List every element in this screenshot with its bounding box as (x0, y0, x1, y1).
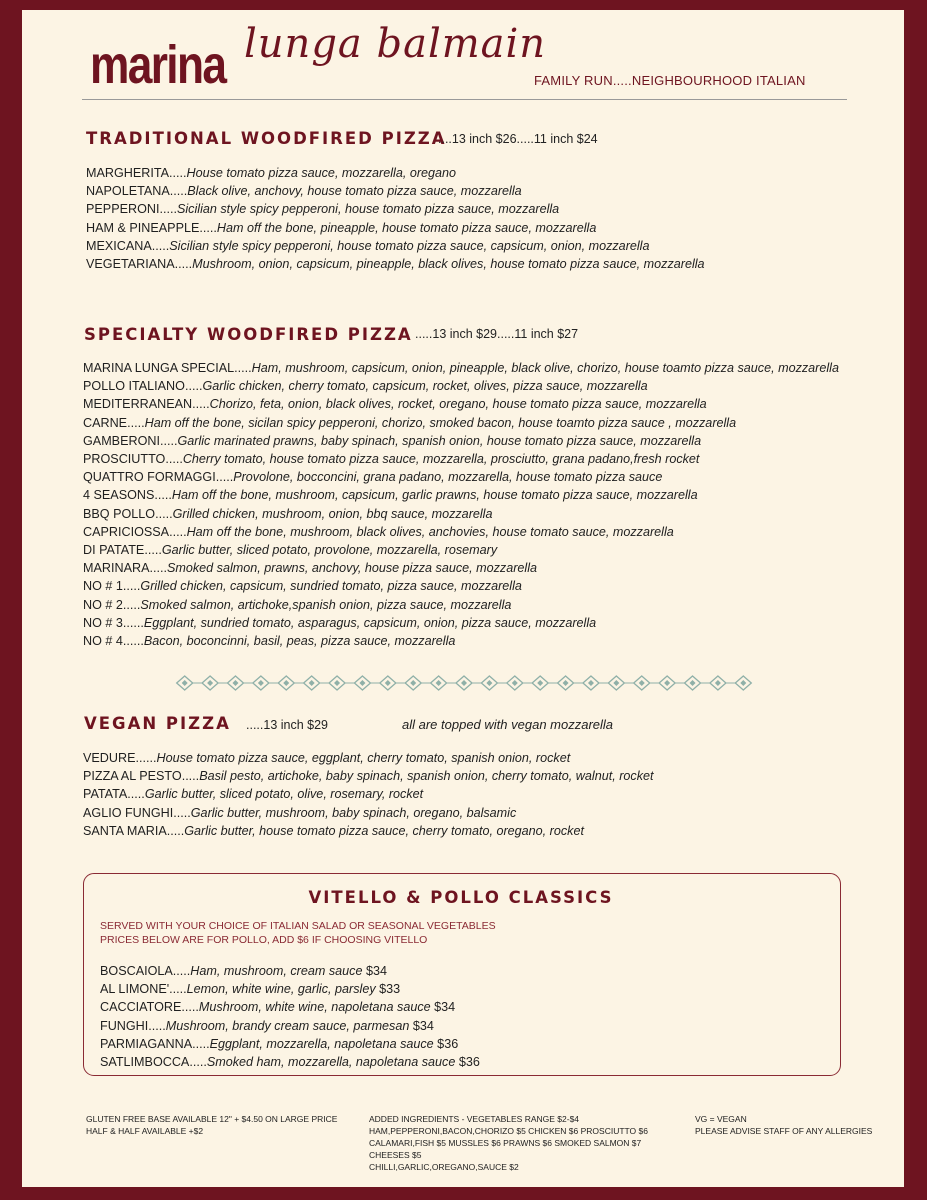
menu-item (86, 164, 705, 182)
menu-item-description: Provolone, bocconcini, grana padano, mozzarella, house tomato pizza sauce (233, 470, 663, 485)
tagline: FAMILY RUN.....NEIGHBOURHOOD ITALIAN (534, 73, 806, 88)
menu-item (100, 962, 480, 980)
diamond-ornament-divider-icon (172, 674, 756, 692)
header-divider (82, 99, 847, 100)
diamond-ornament-icon (456, 676, 481, 690)
brand-name-script: lunga balmain (244, 21, 547, 67)
menu-item-name: NO # 2..... (83, 597, 141, 612)
classics-list (100, 962, 480, 1071)
diamond-ornament-icon (278, 676, 303, 690)
menu-page (22, 10, 904, 1187)
menu-item-description: Mushroom, onion, capsicum, pineapple, black olives, house tomato pizza sauce, mozzarella (192, 257, 705, 272)
menu-item-price: $34 (409, 1018, 434, 1033)
menu-item-name: MARGHERITA..... (86, 166, 187, 180)
menu-item-description: Ham off the bone, mushroom, black olives, anchovies, house tomato sauce, mozzarella (186, 524, 674, 539)
menu-item (100, 1035, 480, 1053)
menu-item (83, 450, 839, 468)
menu-item-description: Sicilian style spicy pepperoni, house tomato pizza sauce, mozzarella (176, 202, 560, 217)
diamond-ornament-icon (431, 676, 456, 690)
menu-item-price: $36 (455, 1055, 480, 1070)
vegan-note: all are topped with vegan mozzarella (402, 717, 614, 732)
diamond-ornament-icon (735, 676, 751, 690)
menu-item-name: VEDURE...... (83, 751, 157, 765)
menu-item-description: Chorizo, feta, onion, black olives, rocket, oregano, house tomato pizza sauce, mozzarella (209, 397, 707, 412)
menu-item-price: $34 (430, 1000, 456, 1015)
menu-item-name: DI PATATE..... (83, 543, 162, 558)
menu-item (83, 559, 839, 577)
diamond-ornament-icon (253, 676, 278, 690)
menu-item-name: SANTA MARIA..... (83, 823, 185, 838)
menu-item (83, 596, 839, 614)
menu-item-description: Ham off the bone, sicilan spicy pepperoni, chorizo, smoked bacon, house toamto pizza sauce , mozzarella (144, 415, 737, 430)
diamond-ornament-icon (583, 676, 608, 690)
menu-item-name: NO # 1..... (83, 579, 141, 594)
menu-item-description: Ham, mushroom, capsicum, onion, pineapple, black olive, chorizo, house toamto pizza sauce, mozzarella (251, 361, 839, 375)
menu-item-name: NO # 3...... (83, 615, 144, 630)
footer-line: CALAMARI,FISH $5 MUSSLES $6 PRAWNS $6 SMOKED SALMON $7 (369, 1138, 642, 1148)
menu-item (83, 414, 839, 432)
menu-item-name: VEGETARIANA..... (86, 257, 193, 272)
diamond-ornament-icon (304, 676, 329, 690)
diamond-ornament-icon (405, 676, 430, 690)
menu-item (83, 632, 839, 650)
menu-item-name: CARNE..... (83, 415, 145, 430)
menu-item (100, 1053, 480, 1071)
diamond-ornament-icon (507, 676, 532, 690)
classics-note-prices: PRICES BELOW ARE FOR POLLO, ADD $6 IF CHOOSING VITELLO (100, 934, 428, 946)
menu-item-description: Lemon, white wine, garlic, parsley (186, 982, 376, 997)
menu-item (83, 804, 654, 822)
menu-item-description: Sicilian style spicy pepperoni, house tomato pizza sauce, capsicum, onion, mozzarella (169, 238, 650, 253)
menu-item-name: CACCIATORE..... (100, 1000, 199, 1015)
menu-item-name: NAPOLETANA..... (86, 184, 188, 199)
vegan-title: VEGAN PIZZA (84, 714, 231, 733)
traditional-list (86, 164, 705, 273)
diamond-ornament-icon (380, 676, 405, 690)
menu-item (83, 541, 839, 559)
diamond-ornament-icon (354, 676, 379, 690)
diamond-ornament-icon (710, 676, 735, 690)
footer-col-extras (369, 1113, 648, 1173)
menu-item-name: 4 SEASONS..... (83, 488, 172, 503)
diamond-ornament-icon (532, 676, 557, 690)
classics-notes (100, 919, 496, 947)
menu-item-name: BOSCAIOLA..... (100, 964, 191, 978)
menu-item-name: MEXICANA..... (86, 238, 170, 253)
footer-line: GLUTEN FREE BASE AVAILABLE 12" + $4.50 ON LARGE PRICE (86, 1114, 338, 1124)
menu-item-name: MARINARA..... (83, 561, 167, 576)
menu-item-description: Mushroom, white wine, napoletana sauce (198, 1000, 431, 1015)
menu-item-name: NO # 4...... (83, 634, 144, 649)
menu-item (83, 395, 839, 413)
menu-item-price: $36 (433, 1036, 459, 1051)
vegan-list (83, 749, 654, 840)
menu-item-description: Eggplant, mozzarella, napoletana sauce (209, 1036, 434, 1051)
diamond-ornament-icon (227, 676, 252, 690)
menu-item-name: HAM & PINEAPPLE..... (86, 220, 217, 235)
menu-item-description: Basil pesto, artichoke, baby spinach, spanish onion, cherry tomato, walnut, rocket (199, 769, 654, 784)
menu-item (83, 614, 839, 632)
footer-col-bases (86, 1113, 337, 1137)
menu-item-description: House tomato pizza sauce, eggplant, cherry tomato, spanish onion, rocket (156, 751, 571, 765)
menu-item-description: Ham off the bone, mushroom, capsicum, garlic prawns, house tomato pizza sauce, mozzarella (171, 488, 698, 503)
menu-item (83, 749, 654, 767)
menu-item-price: $34 (362, 964, 387, 978)
footer-line: VG = VEGAN (695, 1114, 747, 1124)
traditional-title: TRADITIONAL WOODFIRED PIZZA (86, 129, 447, 148)
specialty-list (83, 359, 839, 650)
menu-item (83, 767, 654, 785)
menu-item-description: Mushroom, brandy cream sauce, parmesan (165, 1018, 410, 1033)
footer-col-notes (695, 1113, 872, 1137)
menu-item (83, 359, 839, 377)
diamond-ornament-icon (329, 676, 354, 690)
diamond-ornament-icon (177, 676, 202, 690)
menu-item (86, 237, 705, 255)
menu-item-name: PEPPERONI..... (86, 202, 177, 217)
menu-item (83, 432, 839, 450)
menu-item (83, 505, 839, 523)
brand-name-bold: marina (90, 35, 226, 95)
diamond-ornament-icon (202, 676, 227, 690)
menu-item-description: Smoked salmon, prawns, anchovy, house pizza sauce, mozzarella (166, 561, 538, 576)
diamond-ornament-icon (608, 676, 633, 690)
menu-item (83, 486, 839, 504)
menu-item-name: CAPRICIOSSA..... (83, 524, 187, 539)
menu-item (83, 577, 839, 595)
menu-item-description: Smoked ham, mozzarella, napoletana sauce (206, 1055, 456, 1070)
classics-title: VITELLO & POLLO CLASSICS (308, 888, 614, 907)
menu-item-name: MARINA LUNGA SPECIAL..... (83, 361, 252, 375)
vegan-price: .....13 inch $29 (246, 718, 329, 732)
menu-item-description: Garlic marinated prawns, baby spinach, spanish onion, house tomato pizza sauce, mozzarella (177, 433, 702, 448)
menu-item-description: Garlic butter, sliced potato, olive, rosemary, rocket (144, 787, 424, 802)
menu-item-name: PROSCIUTTO..... (83, 452, 183, 467)
menu-item-name: BBQ POLLO..... (83, 506, 173, 521)
menu-item-name: MEDITERRANEAN..... (83, 397, 210, 412)
menu-item (86, 219, 705, 237)
footer-line: HAM,PEPPERONI,BACON,CHORIZO $5 CHICKEN $6 PROSCIUTTO $6 (369, 1126, 648, 1136)
menu-item (83, 822, 654, 840)
menu-item-name: SATLIMBOCCA..... (100, 1055, 207, 1070)
menu-item (83, 523, 839, 541)
diamond-ornament-icon (685, 676, 710, 690)
menu-item-description: Black olive, anchovy, house tomato pizza sauce, mozzarella (187, 184, 522, 199)
menu-item (100, 998, 480, 1016)
menu-item (100, 980, 480, 998)
menu-item-description: Grilled chicken, mushroom, onion, bbq sauce, mozzarella (172, 506, 493, 521)
menu-item-description: Ham off the bone, pineapple, house tomato pizza sauce, mozzarella (216, 220, 597, 235)
menu-item-description: Bacon, boconcinni, basil, peas, pizza sauce, mozzarella (143, 634, 456, 649)
menu-item-name: PARMIAGANNA..... (100, 1036, 210, 1051)
menu-item-description: Ham, mushroom, cream sauce (190, 964, 363, 978)
footer-line: PLEASE ADVISE STAFF OF ANY ALLERGIES (695, 1126, 873, 1136)
menu-item-description: Garlic butter, mushroom, baby spinach, oregano, balsamic (190, 805, 517, 820)
footer-line: ADDED INGREDIENTS - VEGETABLES RANGE $2-$4 (369, 1114, 580, 1124)
menu-item (83, 468, 839, 486)
menu-item-name: FUNGHI..... (100, 1018, 166, 1033)
menu-item-description: Grilled chicken, capsicum, sundried tomato, pizza sauce, mozzarella (140, 579, 522, 594)
menu-item-description: Eggplant, sundried tomato, asparagus, capsicum, onion, pizza sauce, mozzarella (143, 615, 597, 630)
footer-line: CHEESES $5 (369, 1150, 422, 1160)
classics-note-sides: SERVED WITH YOUR CHOICE OF ITALIAN SALAD OR SEASONAL VEGETABLES (100, 920, 496, 932)
menu-item (86, 255, 705, 273)
menu-item-name: AL LIMONE'..... (100, 982, 187, 997)
menu-item (86, 182, 705, 200)
specialty-title: SPECIALTY WOODFIRED PIZZA (84, 325, 413, 344)
traditional-price: ....13 inch $26.....11 inch $24 (438, 132, 598, 146)
diamond-ornament-icon (659, 676, 684, 690)
menu-item (83, 785, 654, 803)
menu-item-name: AGLIO FUNGHI..... (83, 805, 191, 820)
menu-item (83, 377, 839, 395)
diamond-ornament-icon (634, 676, 659, 690)
menu-item-description: Garlic butter, house tomato pizza sauce, cherry tomato, oregano, rocket (184, 823, 584, 838)
menu-item (86, 200, 705, 218)
menu-item-description: Smoked salmon, artichoke,spanish onion, pizza sauce, mozzarella (140, 597, 512, 612)
menu-item-name: POLLO ITALIANO..... (83, 379, 203, 394)
menu-item-name: QUATTRO FORMAGGI..... (83, 470, 234, 485)
menu-item-name: PIZZA AL PESTO..... (83, 769, 200, 784)
menu-item-name: PATATA..... (83, 787, 145, 802)
footer-line: HALF & HALF AVAILABLE +$2 (86, 1126, 204, 1136)
menu-item-description: Garlic chicken, cherry tomato, capsicum, rocket, olives, pizza sauce, mozzarella (202, 379, 648, 394)
menu-item (100, 1017, 480, 1035)
menu-item-price: $33 (375, 982, 401, 997)
menu-item-name: GAMBERONI..... (83, 433, 178, 448)
menu-item-description: House tomato pizza sauce, mozzarella, oregano (186, 166, 457, 180)
footer-line: CHILLI,GARLIC,OREGANO,SAUCE $2 (369, 1162, 519, 1172)
diamond-ornament-icon (558, 676, 583, 690)
diamond-ornament-icon (481, 676, 506, 690)
menu-item-description: Cherry tomato, house tomato pizza sauce, mozzarella, prosciutto, grana padano,fresh rocket (182, 452, 700, 467)
specialty-price: .....13 inch $29.....11 inch $27 (415, 327, 579, 341)
menu-item-description: Garlic butter, sliced potato, provolone, mozzarella, rosemary (161, 543, 498, 558)
